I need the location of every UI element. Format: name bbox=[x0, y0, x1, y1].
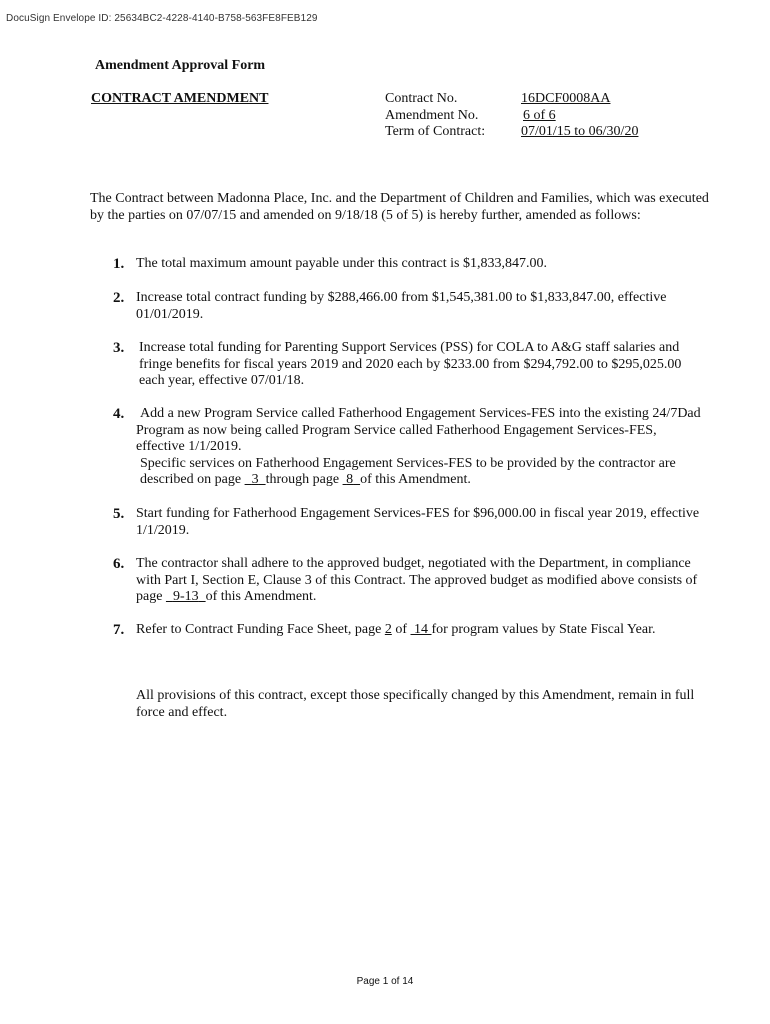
item-text-end: for program values by State Fiscal Year. bbox=[431, 622, 656, 637]
docusign-envelope-id: DocuSign Envelope ID: 25634BC2-4228-4140-B758-563FE8FEB129 bbox=[6, 13, 318, 24]
item-text-end: of this Amendment. bbox=[205, 589, 317, 604]
item-text: Increase total funding for Parenting Support Services (PSS) for COLA to A&G staff salaries and fringe benefits for fiscal years 2019 and 2020 each by $233.00 from $294,792.00 to $295,025.00 each year, effective 07/01/18. bbox=[139, 340, 682, 388]
item-text bbox=[136, 406, 706, 489]
item-text bbox=[136, 622, 706, 639]
item-text: Start funding for Fatherhood Engagement Services-FES for $96,000.00 in fiscal year 2019, effective 1/1/2019. bbox=[136, 506, 700, 538]
item-number: 5. bbox=[113, 506, 125, 522]
contract-no-value: 16DCF0008AA bbox=[521, 91, 611, 106]
of-text: of bbox=[395, 622, 407, 637]
face-sheet-total-value: 14 bbox=[414, 622, 428, 637]
item-text: The total maximum amount payable under this contract is $1,833,847.00. bbox=[136, 256, 547, 271]
form-title: Amendment Approval Form bbox=[95, 58, 266, 73]
amendment-no-value: 6 of 6 bbox=[523, 107, 556, 123]
item-number: 1. bbox=[113, 256, 125, 272]
term-label: Term of Contract: bbox=[385, 124, 486, 139]
contract-meta-labels bbox=[385, 91, 485, 141]
closing-paragraph: All provisions of this contract, except those specifically changed by this Amendment, remain in full force and effect. bbox=[136, 688, 695, 720]
page-number: Page 1 of 14 bbox=[356, 976, 414, 987]
item-text-face-sheet: Refer to Contract Funding Face Sheet, page bbox=[136, 622, 382, 637]
item-text-end: of this Amendment. bbox=[360, 472, 471, 487]
term-value: 07/01/15 to 06/30/20 bbox=[521, 124, 639, 139]
item-text bbox=[136, 556, 706, 606]
item-number: 4. bbox=[113, 406, 125, 422]
item-number: 6. bbox=[113, 556, 125, 572]
item-text-services: Specific services on Fatherhood Engagement Services-FES to be provided by the contractor are described on page bbox=[140, 455, 676, 487]
page-to-value: 8 bbox=[346, 472, 354, 487]
item-text-part-a: Add a new Program Service called Fatherhood Engagement Services-FES into the existing 24/7Dad Program as now being called Program Service called Fatherhood Engagement Services-FES, effective 1/1/2019. bbox=[136, 406, 701, 454]
item-text-part-b bbox=[136, 456, 706, 489]
contract-no-label: Contract No. bbox=[385, 91, 458, 106]
item-number: 3. bbox=[113, 340, 125, 356]
through-page-text: through page bbox=[265, 472, 340, 487]
budget-pages-value: 9-13 bbox=[172, 589, 199, 604]
page-from-value: 3 bbox=[251, 472, 259, 487]
face-sheet-page-value: 2 bbox=[384, 622, 392, 637]
contract-amendment-heading: CONTRACT AMENDMENT bbox=[91, 91, 269, 106]
item-number: 7. bbox=[113, 622, 125, 638]
amendment-no-label: Amendment No. bbox=[385, 107, 479, 123]
contract-meta-values bbox=[521, 91, 638, 141]
item-text: Increase total contract funding by $288,466.00 from $1,545,381.00 to $1,833,847.00, effective 01/01/2019. bbox=[136, 290, 667, 322]
item-text-budget: The contractor shall adhere to the approved budget, negotiated with the Department, in compliance with Part I, Section E, Clause 3 of this Contract. The approved budget as modified above consists of page bbox=[136, 556, 698, 604]
intro-paragraph: The Contract between Madonna Place, Inc. and the Department of Children and Families, which was executed by the parties on 07/07/15 and amended on 9/18/18 (5 of 5) is hereby further, amended as follows: bbox=[90, 191, 709, 223]
item-number: 2. bbox=[113, 290, 125, 306]
